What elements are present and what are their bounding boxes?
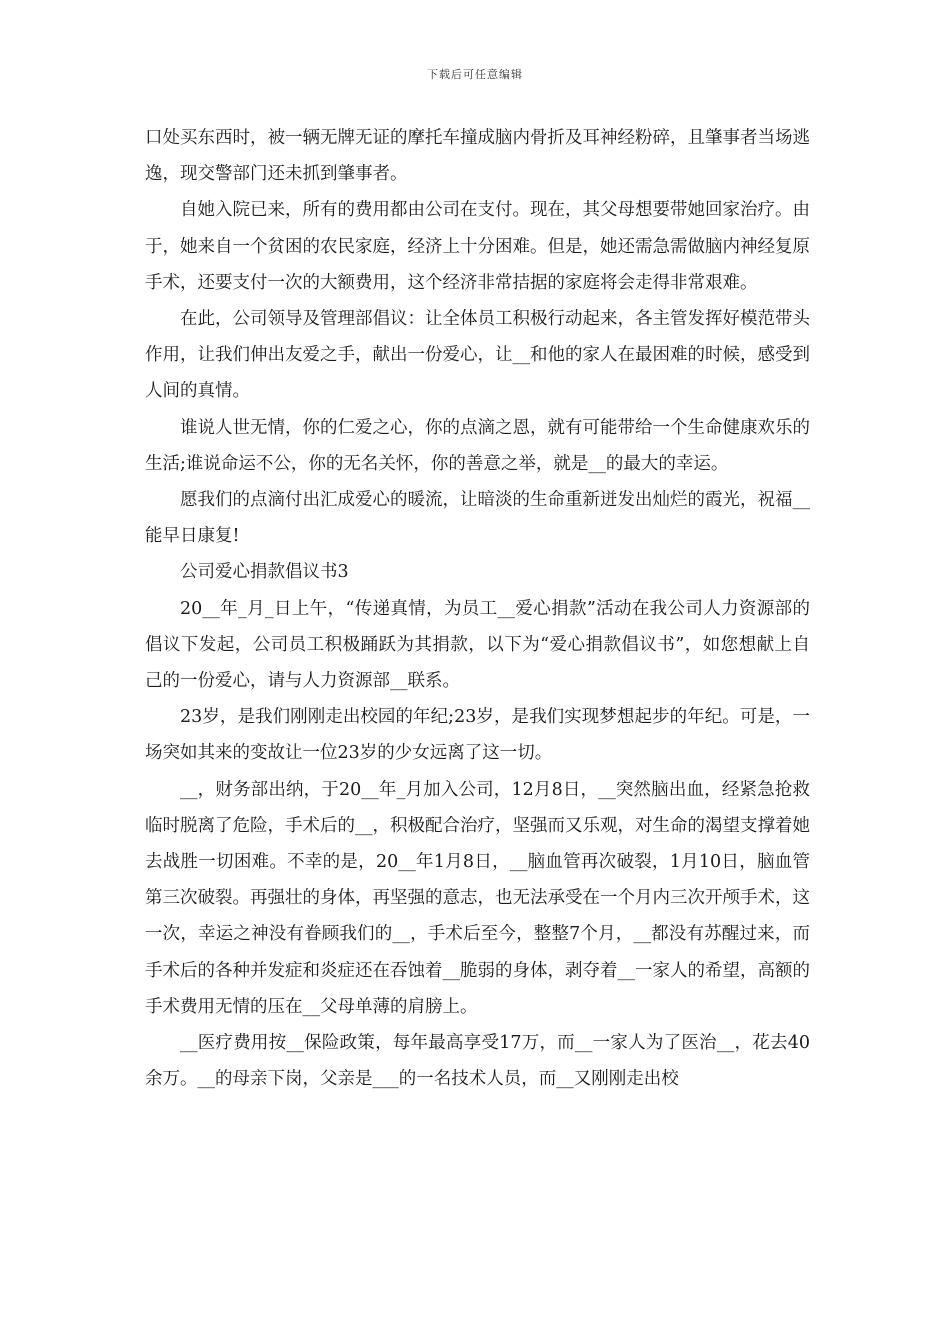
paragraph: 自她入院已来，所有的费用都由公司在支付。现在，其父母想要带她回家治疗。由于，她来自一个贫困的农民家庭，经济上十分困难。但是，她还需急需做脑内神经复原手术，还要支付一次的大额费用，这个经济非常拮据的家庭将会走得非常艰难。	[145, 200, 810, 293]
page-header: 下载后可任意编辑	[427, 68, 523, 81]
paragraph: 口处买东西时，被一辆无牌无证的摩托车撞成脑内骨折及耳神经粉碎，且肇事者当场逃逸，现交警部门还未抓到肇事者。	[145, 128, 810, 185]
paragraph: 在此，公司领导及管理部倡议：让全体员工积极行动起来，各主管发挥好模范带头作用，让我们伸出友爱之手，献出一份爱心，让__和他的家人在最困难的时候，感受到人间的真情。	[145, 309, 810, 402]
paragraph: 谁说人世无情，你的仁爱之心，你的点滴之恩，就有可能带给一个生命健康欢乐的生活;谁说命运不公，你的无名关怀，你的善意之举，就是__的最大的幸运。	[145, 417, 810, 474]
document-body	[145, 120, 810, 1097]
paragraph: 20__年_月_日上午，“传递真情，为员工__爱心捐款”活动在我公司人力资源部的倡议下发起，公司员工积极踊跃为其捐款，以下为“爱心捐款倡议书”，如您想献上自己的一份爱心，请与人力资源部__联系。	[145, 598, 810, 692]
section-heading: 公司爱心捐款倡议书3	[180, 562, 349, 583]
paragraph: 愿我们的点滴付出汇成爱心的暖流，让暗淡的生命重新迸发出灿烂的霞光，祝福__能早日康复!	[145, 490, 810, 547]
paragraph: __，财务部出纳，于20__年_月加入公司，12月8日，__突然脑出血，经紧急抢救临时脱离了危险，手术后的__，积极配合治疗，坚强而又乐观，对生命的渴望支撑着她去战胜一切困难。不幸的是，20__年1月8日，__脑血管再次破裂，1月10日，脑血管第三次破裂。再强壮的身体，再坚强的意志，也无法承受在一个月内三次开颅手术，这一次，幸运之神没有眷顾我们的__，手术后至今，整整7个月，__都没有苏醒过来，而手术后的各种并发症和炎症还在吞蚀着__脆弱的身体，剥夺着__一家人的希望，高额的手术费用无情的压在__父母单薄的肩膀上。	[145, 779, 810, 1017]
paragraph: __医疗费用按__保险政策，每年最高享受17万，而__一家人为了医治__，花去40余万。__的母亲下岗，父亲是___的一名技术人员，而__又刚刚走出校	[145, 1033, 810, 1090]
paragraph: 23岁，是我们刚刚走出校园的年纪;23岁，是我们实现梦想起步的年纪。可是，一场突如其来的变故让一位23岁的少女远离了这一切。	[145, 707, 810, 764]
